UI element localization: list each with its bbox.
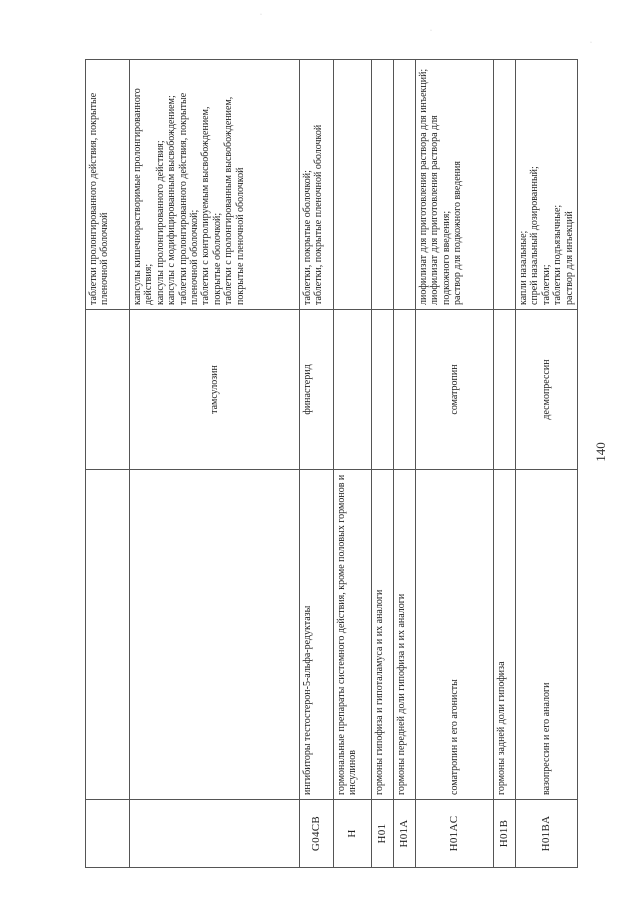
table-row [130,60,300,868]
code-cell: H01AC [416,800,494,868]
forms-cell: таблетки пролонгированного действия, покрытые пленочной оболочкой [86,60,130,310]
forms-cell [372,60,394,310]
scan-speck: · [590,40,592,46]
code-cell: H01A [394,800,416,868]
group-cell: вазопрессин и его аналоги [516,470,578,800]
code-cell: H01B [494,800,516,868]
scan-speck: · [260,12,262,18]
drug-cell [394,310,416,470]
code-cell: H [334,800,372,868]
rotated-table-wrapper [85,60,577,868]
drug-cell [334,310,372,470]
forms-cell: таблетки, покрытые оболочкой; таблетки, покрытые пленочной оболочкой [300,60,334,310]
scan-speck: · [430,28,432,34]
table-row [516,60,578,868]
forms-cell: капсулы кишечнорастворимые пролонгированного действия; капсулы пролонгированного действия; капсулы с модифицированным высвобождением; таблетки пролонгированного действия, покрытые пленочной оболочкой; таблетки с контролируемым высвобождением, покрытые оболочкой; таблетки с пролонгированным высвобождением, покрытые пленочной оболочкой [130,60,300,310]
table-row [334,60,372,868]
table-row [86,60,130,868]
group-cell: гормоны гипофиза и гипоталамуса и их аналоги [372,470,394,800]
group-cell [86,470,130,800]
group-cell: соматропин и его агонисты [416,470,494,800]
medication-table [85,59,578,868]
forms-cell: лиофилизат для приготовления раствора для инъекций; лиофилизат для приготовления раствора для подкожного введения; раствор для подкожного введения [416,60,494,310]
forms-cell [494,60,516,310]
drug-cell [372,310,394,470]
group-cell: гормональные препараты системного действия, кроме половых гормонов и инсулинов [334,470,372,800]
code-cell: H01 [372,800,394,868]
forms-cell [394,60,416,310]
code-cell: H01BA [516,800,578,868]
drug-cell [494,310,516,470]
group-cell: гормоны задней доли гипофиза [494,470,516,800]
code-cell [130,800,300,868]
drug-cell [86,310,130,470]
drug-cell: финастерид [300,310,334,470]
group-cell: ингибиторы тестостерон-5-альфа-редуктазы [300,470,334,800]
forms-cell: капли назальные; спрей назальный дозированный; таблетки; таблетки подъязычные; раствор для инъекций [516,60,578,310]
drug-cell: соматропин [416,310,494,470]
table-row [300,60,334,868]
drug-cell: тамсулозин [130,310,300,470]
code-cell: G04CB [300,800,334,868]
table-row [372,60,394,868]
group-cell: гормоны передней доли гипофиза и их аналоги [394,470,416,800]
table-row [394,60,416,868]
page-number: 140 [593,442,608,462]
drug-cell: десмопрессин [516,310,578,470]
table-row [416,60,494,868]
table-row [494,60,516,868]
group-cell [130,470,300,800]
forms-cell [334,60,372,310]
code-cell [86,800,130,868]
